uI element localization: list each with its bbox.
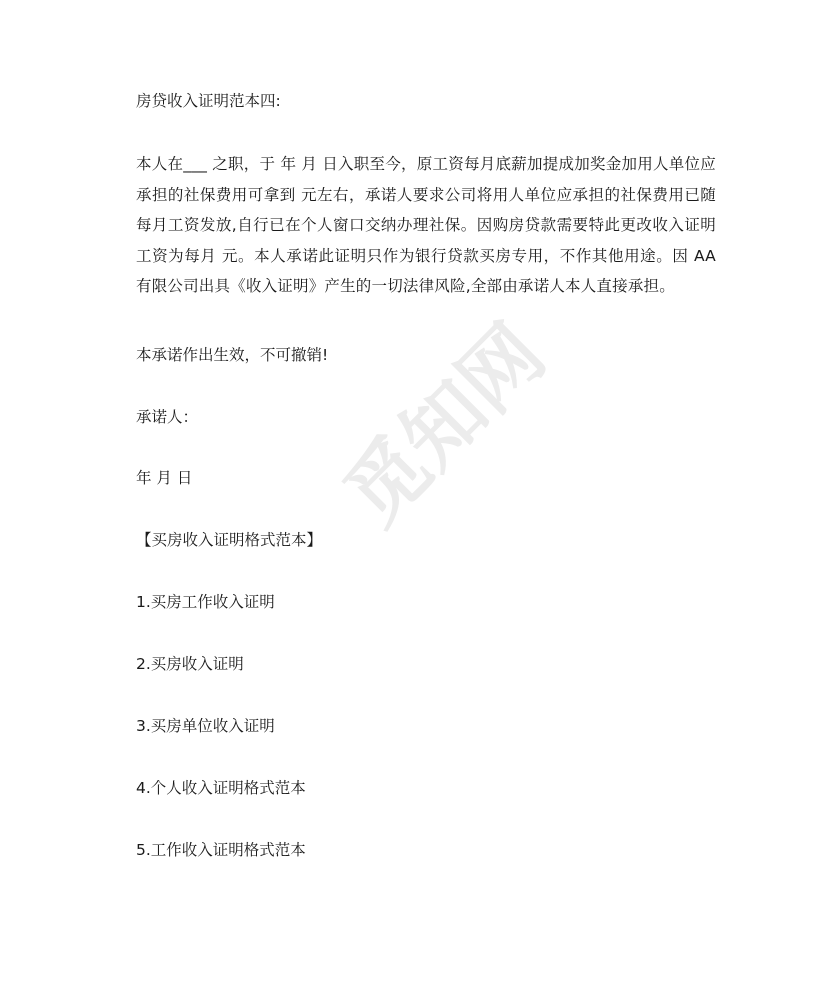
section-heading: 房贷收入证明范本四: (136, 92, 281, 110)
list-item: 1.买房工作收入证明 (136, 593, 275, 611)
date-line: 年 月 日 (136, 469, 193, 487)
section-title: 【买房收入证明格式范本】 (136, 531, 323, 549)
list-item: 5.工作收入证明格式范本 (136, 841, 306, 859)
list-item: 3.买房单位收入证明 (136, 717, 275, 735)
signer-label: 承诺人： (136, 408, 199, 426)
watermark-text: 觅知网 (326, 306, 563, 543)
watermark-logo (300, 280, 600, 580)
list-item: 4.个人收入证明格式范本 (136, 779, 306, 797)
income-statement-paragraph: 本人在___ 之职，于 年 月 日入职至今，原工资每月底薪加提成加奖金加用人单位应承担的社保费用可拿到 元左右，承诺人要求公司将用人单位应承担的社保费用已随每月工资发放,自行已在个人窗口交纳办理社保。因购房贷款需要特此更改收入证明工资为每月 元。本人承诺此证明只作为银行贷款买房专用，不作其他用途。因 AA 有限公司出具《收入证明》产生的一切法律风险,全部由承诺人本人直接承担。 (136, 155, 716, 295)
list-item: 2.买房收入证明 (136, 655, 244, 673)
effective-statement: 本承诺作出生效，不可撤销! (136, 346, 329, 364)
